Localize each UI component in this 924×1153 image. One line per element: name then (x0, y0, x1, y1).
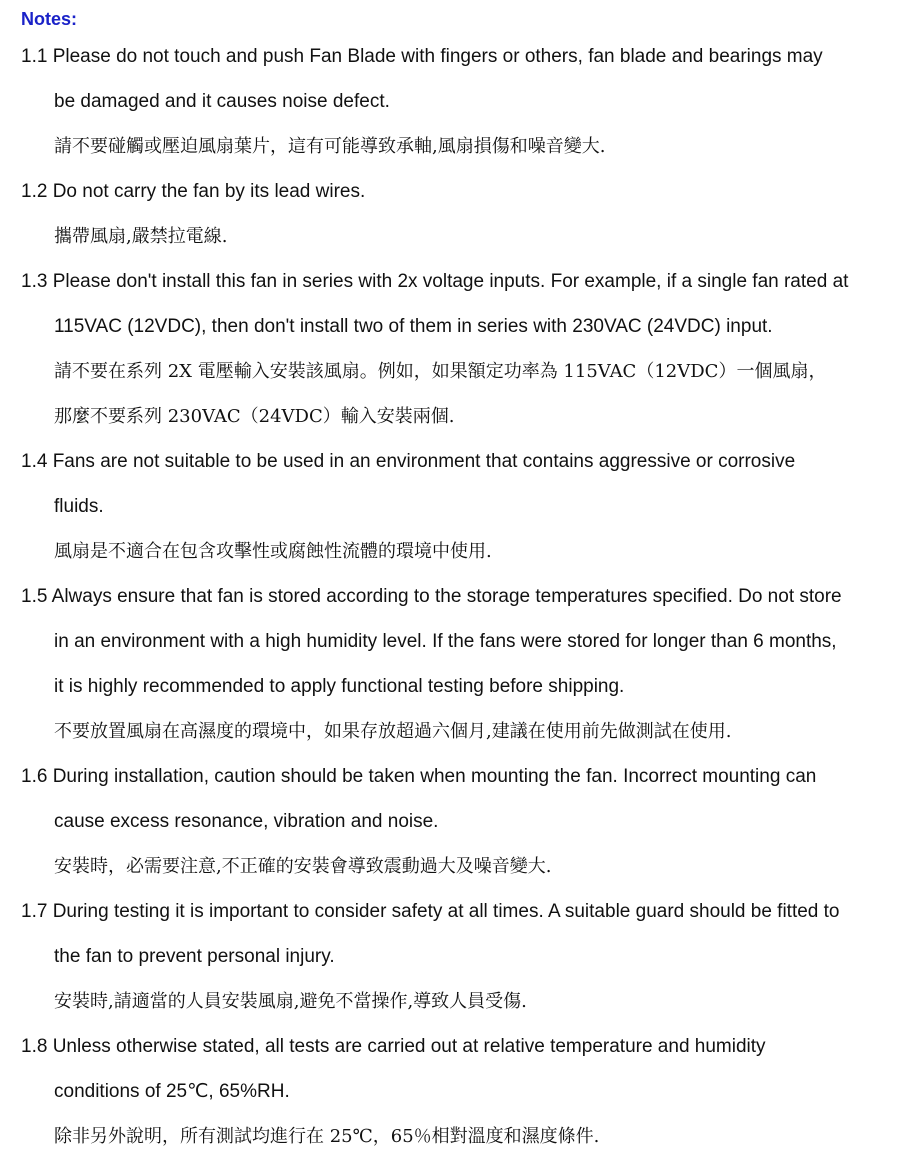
note-1-1-chinese: 請不要碰觸或壓迫風扇葉片，這有可能導致承軸,風扇損傷和噪音變大. (54, 136, 606, 157)
note-1-3-chinese-1: 請不要在系列 2X 電壓輸入安裝該風扇。例如，如果額定功率為 115VAC（12VDC）一個風扇， (54, 361, 827, 382)
note-1-7-line-1: 1.7 During testing it is important to consider safety at all times. A suitable guard should be fitted to (21, 901, 840, 922)
note-1-3-chinese-2: 那麼不要系列 230VAC（24VDC）輸入安裝兩個. (54, 406, 455, 427)
note-1-5-line-1: 1.5 Always ensure that fan is stored according to the storage temperatures specified. Do not store (21, 586, 842, 607)
note-1-7-line-2: the fan to prevent personal injury. (54, 946, 335, 967)
note-1-2-line-1: 1.2 Do not carry the fan by its lead wires. (21, 181, 366, 202)
note-1-5-chinese: 不要放置風扇在高濕度的環境中，如果存放超過六個月,建議在使用前先做測試在使用. (54, 721, 732, 742)
note-1-1-line-2: be damaged and it causes noise defect. (54, 91, 390, 112)
note-1-5-line-2: in an environment with a high humidity level. If the fans were stored for longer than 6 months, (54, 631, 837, 652)
note-1-8-line-2: conditions of 25℃, 65%RH. (54, 1081, 290, 1102)
note-1-7-chinese: 安裝時,請適當的人員安裝風扇,避免不當操作,導致人員受傷. (54, 991, 527, 1012)
note-1-8-chinese: 除非另外說明，所有測試均進行在 25℃，65％相對溫度和濕度條件. (54, 1126, 600, 1147)
note-1-4-line-2: fluids. (54, 496, 104, 517)
note-1-5-line-3: it is highly recommended to apply functional testing before shipping. (54, 676, 625, 697)
note-1-6-line-2: cause excess resonance, vibration and noise. (54, 811, 439, 832)
note-1-8-line-1: 1.8 Unless otherwise stated, all tests are carried out at relative temperature and humidity (21, 1036, 766, 1057)
notes-title: Notes: (21, 9, 78, 29)
note-1-4-chinese: 風扇是不適合在包含攻擊性或腐蝕性流體的環境中使用. (54, 541, 492, 562)
note-1-6-line-1: 1.6 During installation, caution should be taken when mounting the fan. Incorrect mounting can (21, 766, 817, 787)
note-1-1-line-1: 1.1 Please do not touch and push Fan Blade with fingers or others, fan blade and bearings may (21, 46, 823, 67)
note-1-3-line-1: 1.3 Please don't install this fan in series with 2x voltage inputs. For example, if a single fan rated at (21, 271, 849, 292)
note-1-2-chinese: 攜帶風扇,嚴禁拉電線. (54, 226, 228, 247)
note-1-3-line-2: 115VAC (12VDC), then don't install two of them in series with 230VAC (24VDC) input. (54, 316, 773, 337)
note-1-6-chinese: 安裝時，必需要注意,不正確的安裝會導致震動過大及噪音變大. (54, 856, 552, 877)
note-1-4-line-1: 1.4 Fans are not suitable to be used in an environment that contains aggressive or corrosive (21, 451, 796, 472)
